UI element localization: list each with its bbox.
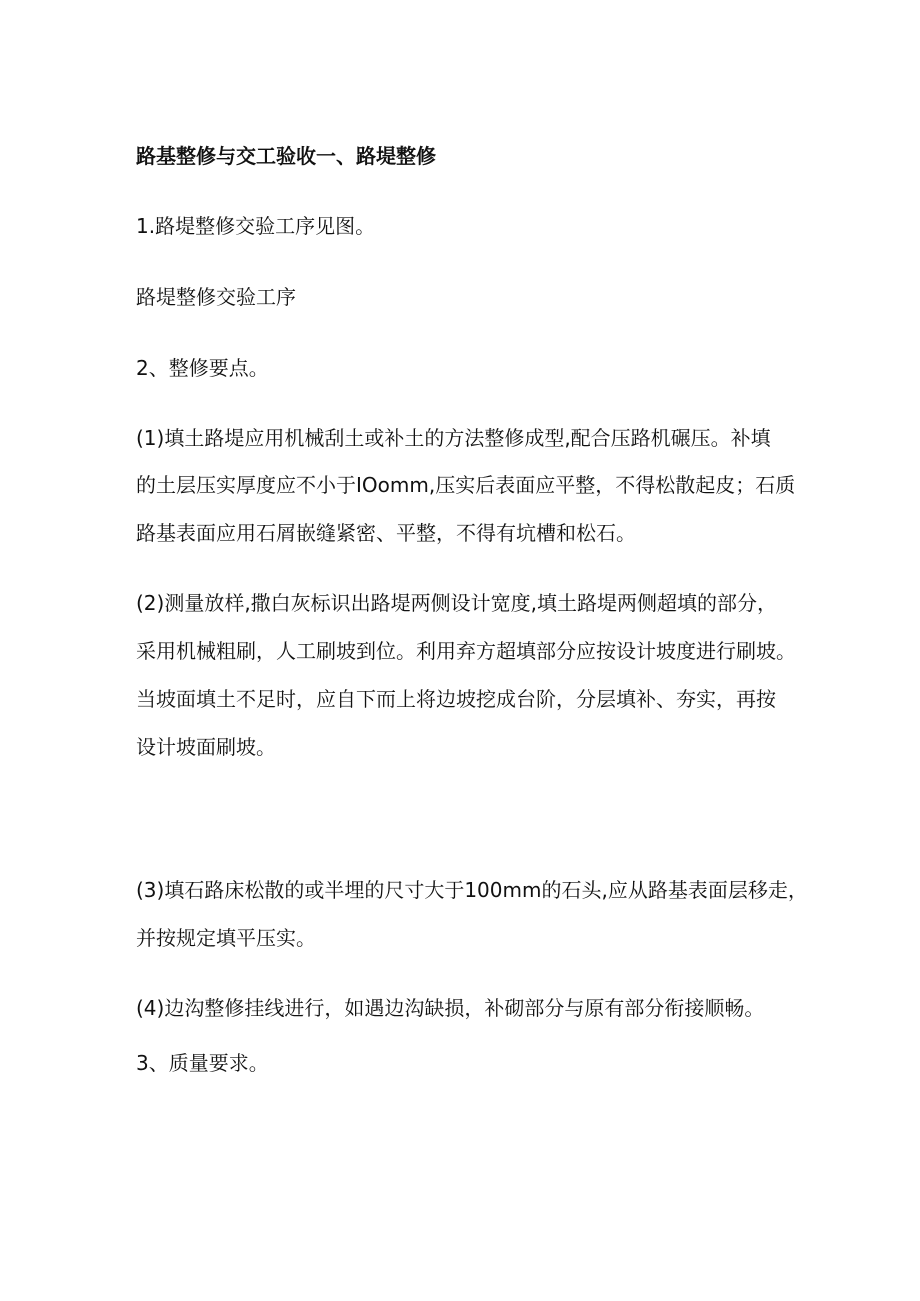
paragraph-2-line-3: 当坡面填土不足时，应自下而上将边坡挖成台阶，分层填补、夯实，再按 xyxy=(136,687,776,711)
section-2-heading: 2、整修要点。 xyxy=(136,356,269,380)
document-title: 路基整修与交工验收一、路堤整修 xyxy=(136,144,436,168)
paragraph-2-line-4: 设计坡面刷坡。 xyxy=(136,735,276,759)
paragraph-3-line-1: (3)填石路床松散的或半埋的尺寸大于100mm的石头,应从路基表面层移走， xyxy=(136,878,808,902)
figure-caption: 路堤整修交验工序 xyxy=(136,285,296,309)
paragraph-2-line-2: 采用机械粗刷，人工刷坡到位。利用弃方超填部分应按设计坡度进行刷坡。 xyxy=(136,639,796,663)
paragraph-1-line-2: 的土层压实厚度应不小于IOomm,压实后表面应平整，不得松散起皮；石质 xyxy=(136,473,796,497)
paragraph-4-text: (4)边沟整修挂线进行，如遇边沟缺损，补砌部分与原有部分衔接顺畅。 xyxy=(136,996,765,1020)
paragraph-1-line-3: 路基表面应用石屑嵌缝紧密、平整，不得有坑槽和松石。 xyxy=(136,521,636,545)
paragraph-3-line-2: 并按规定填平压实。 xyxy=(136,926,316,950)
section-3-heading: 3、质量要求。 xyxy=(136,1051,269,1075)
item-1-text: 1.路堤整修交验工序见图。 xyxy=(136,214,376,238)
paragraph-1-line-1: (1)填土路堤应用机械刮土或补土的方法整修成型,配合压路机碾压。补填 xyxy=(136,426,771,450)
paragraph-2-line-1: (2)测量放样,撒白灰标识出路堤两侧设计宽度,填土路堤两侧超填的部分， xyxy=(136,591,778,615)
